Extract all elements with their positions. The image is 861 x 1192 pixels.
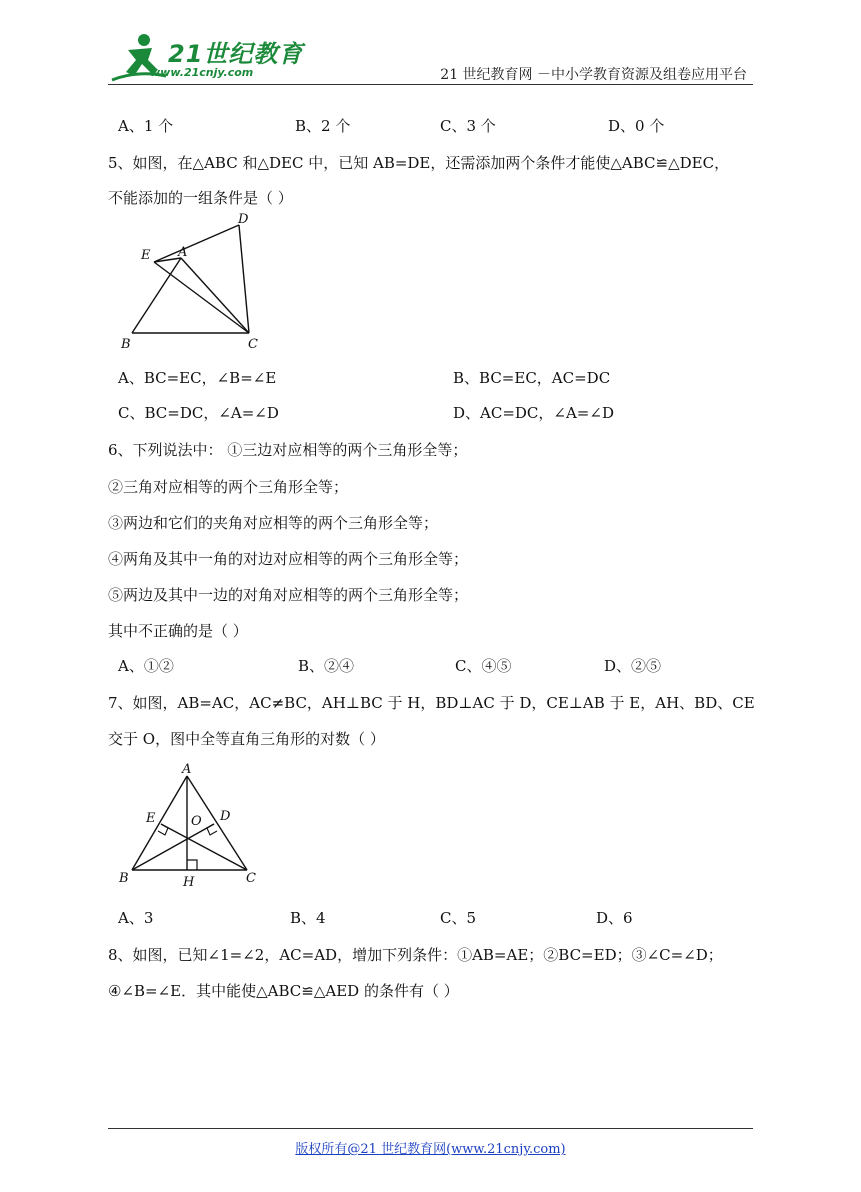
q6-statement-3: ③两边和它们的夹角对应相等的两个三角形全等；	[108, 514, 439, 532]
q7-option-c: C、5	[440, 909, 477, 927]
logo-text: 21世纪教育	[168, 40, 304, 68]
q5-stem-line1: 5、如图，在△ABC 和△DEC 中，已知 AB=DE，还需添加两个条件才能使△ABC≌△DEC，	[108, 154, 730, 172]
q5-label-d: D	[238, 212, 249, 227]
q7-option-a: A、3	[118, 909, 154, 927]
q7-stem-line2: 交于 O，图中全等直角三角形的对数（ ）	[108, 730, 385, 748]
logo-url: www.21cnjy.com	[150, 66, 254, 79]
q6-statement-2: ②三角对应相等的两个三角形全等；	[108, 478, 349, 496]
q7-label-h: H	[183, 875, 195, 890]
q7-label-e: E	[146, 811, 156, 826]
q5-option-c: C、BC=DC，∠A=∠D	[118, 404, 279, 422]
q6-question: 其中不正确的是（ ）	[108, 622, 248, 640]
q7-option-d: D、6	[596, 909, 633, 927]
q7-figure	[110, 758, 270, 893]
q7-option-b: B、4	[290, 909, 326, 927]
q5-option-d: D、AC=DC，∠A=∠D	[453, 404, 614, 422]
q7-label-c: C	[246, 871, 256, 886]
q6-stem-line1: 6、下列说法中： ①三边对应相等的两个三角形全等；	[108, 441, 468, 459]
q5-stem-line2: 不能添加的一组条件是（ ）	[108, 189, 293, 207]
q5-option-a: A、BC=EC，∠B=∠E	[118, 369, 277, 387]
footer-copyright-link[interactable]: 版权所有@21 世纪教育网(www.21cnjy.com)	[295, 1142, 566, 1157]
q6-option-b: B、②④	[298, 657, 355, 675]
q5-label-e: E	[141, 248, 151, 263]
q5-label-a: A	[178, 245, 188, 260]
q4-option-c: C、3 个	[440, 117, 496, 135]
q6-option-d: D、②⑤	[604, 657, 662, 675]
q5-label-b: B	[121, 337, 131, 352]
q7-label-o: O	[191, 814, 202, 829]
q6-option-c: C、④⑤	[455, 657, 512, 675]
q7-stem-line1: 7、如图，AB=AC，AC≠BC，AH⊥BC 于 H，BD⊥AC 于 D，CE⊥AB 于 E，AH、BD、CE	[108, 694, 755, 712]
q7-label-d: D	[220, 809, 231, 824]
q8-stem-line2: ④∠B=∠E．其中能使△ABC≌△AED 的条件有（ ）	[108, 982, 459, 1000]
q7-label-a: A	[182, 762, 192, 777]
q4-option-b: B、2 个	[295, 117, 351, 135]
q5-label-c: C	[248, 337, 258, 352]
q6-statement-4: ④两角及其中一角的对边对应相等的两个三角形全等；	[108, 550, 469, 568]
q6-option-a: A、①②	[118, 657, 174, 675]
q4-option-d: D、0 个	[608, 117, 665, 135]
q7-label-b: B	[119, 871, 129, 886]
q8-stem-line1: 8、如图，已知∠1=∠2，AC=AD，增加下列条件：①AB=AE；②BC=ED；③∠C=∠D；	[108, 946, 723, 964]
header-divider	[108, 84, 753, 85]
q6-statement-5: ⑤两边及其中一边的对角对应相等的两个三角形全等；	[108, 586, 469, 604]
site-title: 21 世纪教育网 －中小学教育资源及组卷应用平台	[440, 67, 747, 83]
footer-divider	[108, 1128, 753, 1129]
q5-option-b: B、BC=EC，AC=DC	[453, 369, 611, 387]
q4-option-a: A、1 个	[118, 117, 174, 135]
q5-figure	[110, 212, 270, 357]
